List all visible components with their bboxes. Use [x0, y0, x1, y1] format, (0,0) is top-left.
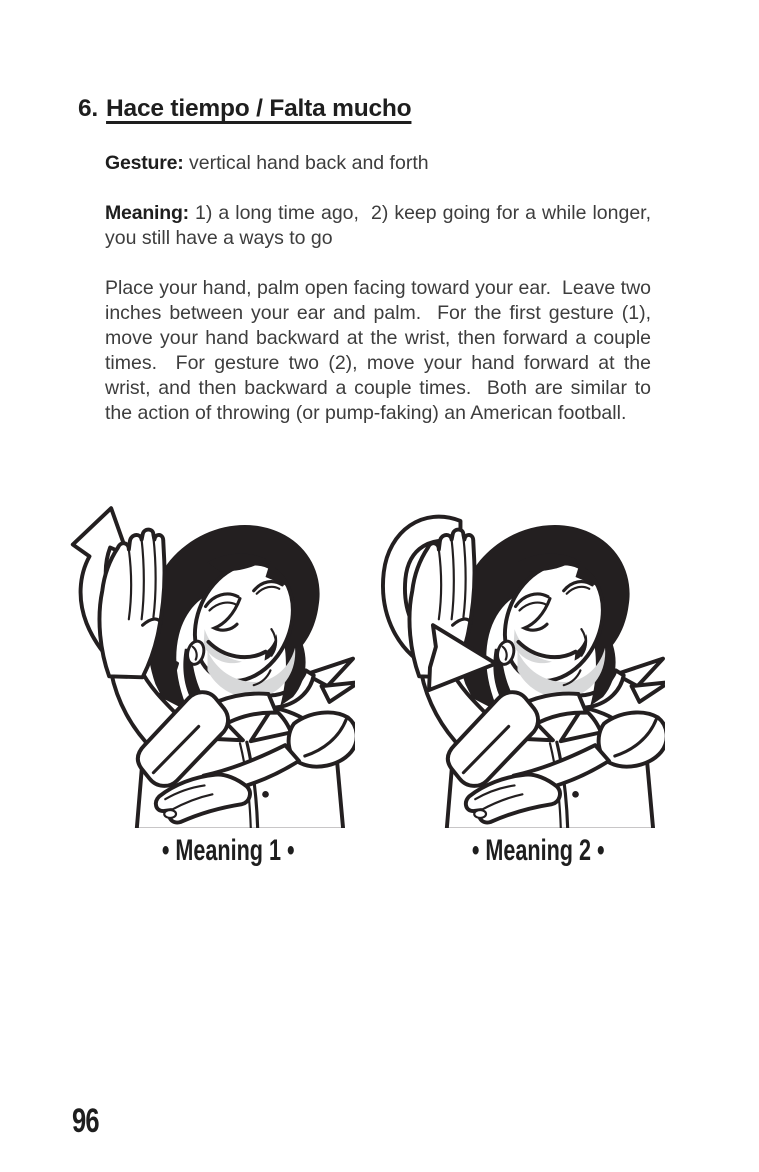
- meaning-line: [105, 201, 657, 251]
- gesture-forward-illustration: [370, 503, 665, 828]
- section-number: 6.: [78, 95, 99, 122]
- description-paragraph: Place your hand, palm open facing toward your ear. Leave two inches between your ear and palm. For the first gesture (1), move your hand backward at the wrist, then forward a couple times. For gesture two (2), move your hand forward at the wrist, and then backward a couple times. Both are similar to the action of throwing (or pump-faking) an American football.: [105, 277, 657, 424]
- gesture-line: [105, 151, 651, 176]
- figure-meaning-2: [370, 503, 665, 868]
- section-heading: [78, 95, 411, 123]
- gesture-backward-illustration: [60, 503, 355, 828]
- figure-row: [60, 503, 665, 868]
- page-number: 96: [72, 1102, 99, 1140]
- gesture-text: vertical hand back and forth: [189, 152, 429, 174]
- figure-caption-2: • Meaning 2 •: [472, 834, 605, 867]
- meaning-text: 1) a long time ago, 2) keep going for a while longer, you still have a ways to go: [105, 202, 657, 249]
- cartoon-man-illustration: [99, 525, 355, 828]
- meaning-label: Meaning:: [105, 202, 189, 224]
- section-title: Hace tiempo / Falta mucho: [106, 95, 412, 122]
- figure-meaning-1: [60, 503, 355, 868]
- gesture-label: Gesture:: [105, 152, 184, 174]
- figure-caption-1: • Meaning 1 •: [162, 834, 295, 867]
